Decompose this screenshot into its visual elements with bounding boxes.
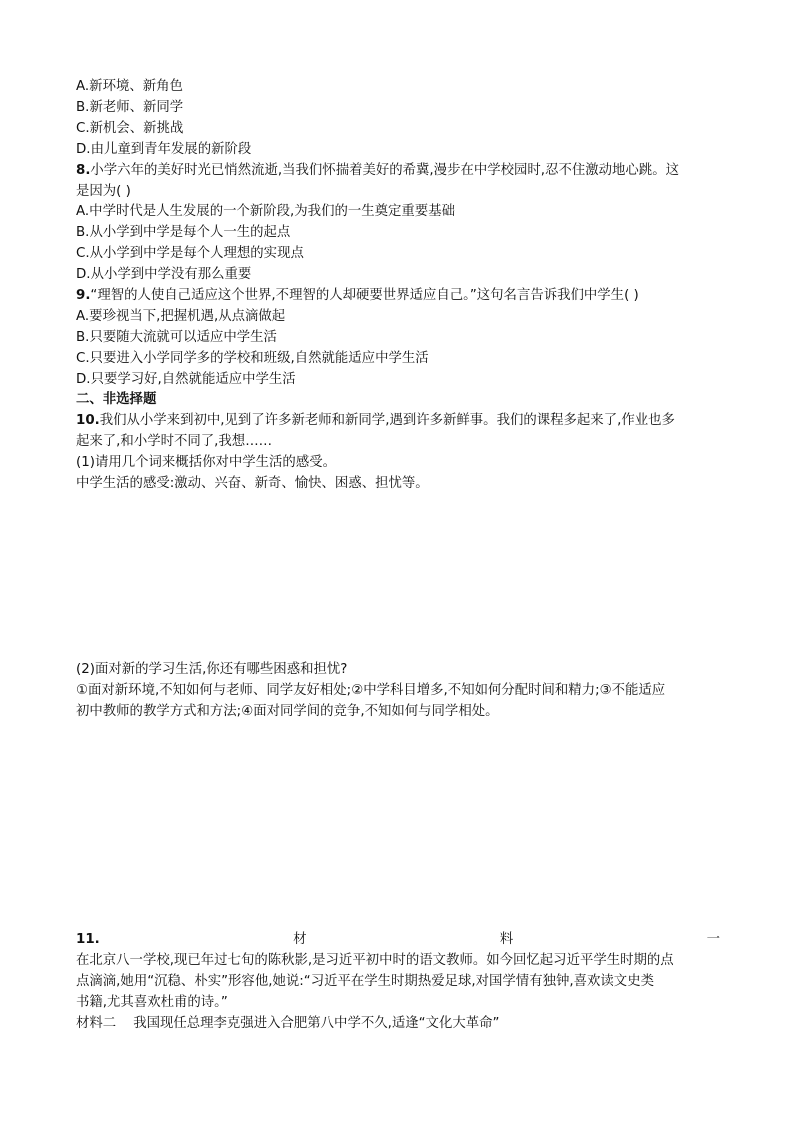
q8-stem-line2: 是因为( ) [76,184,131,199]
q11-material-1-line2: 在北京八一学校,现已年过七旬的陈秋影,是习近平初中时的语文教师。如今回忆起习近平学生时期的点 [76,953,674,968]
q10-answer-1: 中学生活的感受:激动、兴奋、新奇、愉快、困惑、担忧等。 [76,476,429,491]
q11-number: 11. [76,932,100,947]
q10-subquestion-1: (1)请用几个词来概括你对中学生活的感受。 [76,455,336,470]
q11-material-char-3: 一 [706,932,720,947]
q10-stem-text: 我们从小学来到初中,见到了许多新老师和新同学,遇到许多新鲜事。我们的课程多起来了,作业也多 [99,413,675,428]
q11-material-char-1: 材 [293,932,307,947]
q8-option-a: A.中学时代是人生发展的一个新阶段,为我们的一生奠定重要基础 [76,204,455,219]
q7-option-d: D.由儿童到青年发展的新阶段 [76,142,252,157]
q11-first-line [76,930,720,950]
q11-material-1-line4: 书籍,尤其喜欢杜甫的诗。” [76,995,228,1010]
q9-stem [76,286,720,306]
section-title: 二、非选择题 [76,392,157,407]
q11-material-1-line3: 点滴滴,她用“沉稳、朴实”形容他,她说:“习近平在学生时期热爱足球,对国学情有独钟,喜欢读文史类 [76,974,654,989]
q8-option-d: D.从小学到中学没有那么重要 [76,267,252,282]
q10-stem-line2: 起来了,和小学时不同了,我想…… [76,434,272,449]
q8-stem-text: 小学六年的美好时光已悄然流逝,当我们怀揣着美好的希冀,漫步在中学校园时,忍不住激动地心跳。这 [90,163,679,178]
q10-answer-2-line1: ①面对新环境,不知如何与老师、同学友好相处;②中学科目增多,不知如何分配时间和精力;③不能适应 [76,683,666,698]
q8-option-c: C.从小学到中学是每个人理想的实现点 [76,246,304,261]
q11-material-char-2: 料 [499,932,514,947]
q7-option-c: C.新机会、新挑战 [76,121,184,136]
q8-option-b: B.从小学到中学是每个人一生的起点 [76,225,291,240]
q11-material-2: 材料二 我国现任总理李克强进入合肥第八中学不久,适逢“文化大革命” [76,1016,500,1031]
q9-number: 9. [76,288,91,303]
q7-option-b: B.新老师、新同学 [76,100,184,115]
q10-subquestion-2: (2)面对新的学习生活,你还有哪些困惑和担忧? [76,662,348,677]
q9-option-c: C.只要进入小学同学多的学校和班级,自然就能适应中学生活 [76,351,429,366]
q7-option-a: A.新环境、新角色 [76,79,183,94]
q9-stem-text: “理智的人使自己适应这个世界,不理智的人却硬要世界适应自己。”这句名言告诉我们中学生( ) [90,288,639,303]
q9-option-b: B.只要随大流就可以适应中学生活 [76,330,277,345]
q8-stem-line1 [76,161,720,181]
q10-number: 10. [76,413,100,428]
q10-answer-2-line2: 初中教师的教学方式和方法;④面对同学间的竞争,不知如何与同学相处。 [76,704,499,719]
q10-stem-line1 [76,411,720,431]
q9-option-a: A.要珍视当下,把握机遇,从点滴做起 [76,309,286,324]
q8-number: 8. [76,163,91,178]
q9-option-d: D.只要学习好,自然就能适应中学生活 [76,372,296,387]
